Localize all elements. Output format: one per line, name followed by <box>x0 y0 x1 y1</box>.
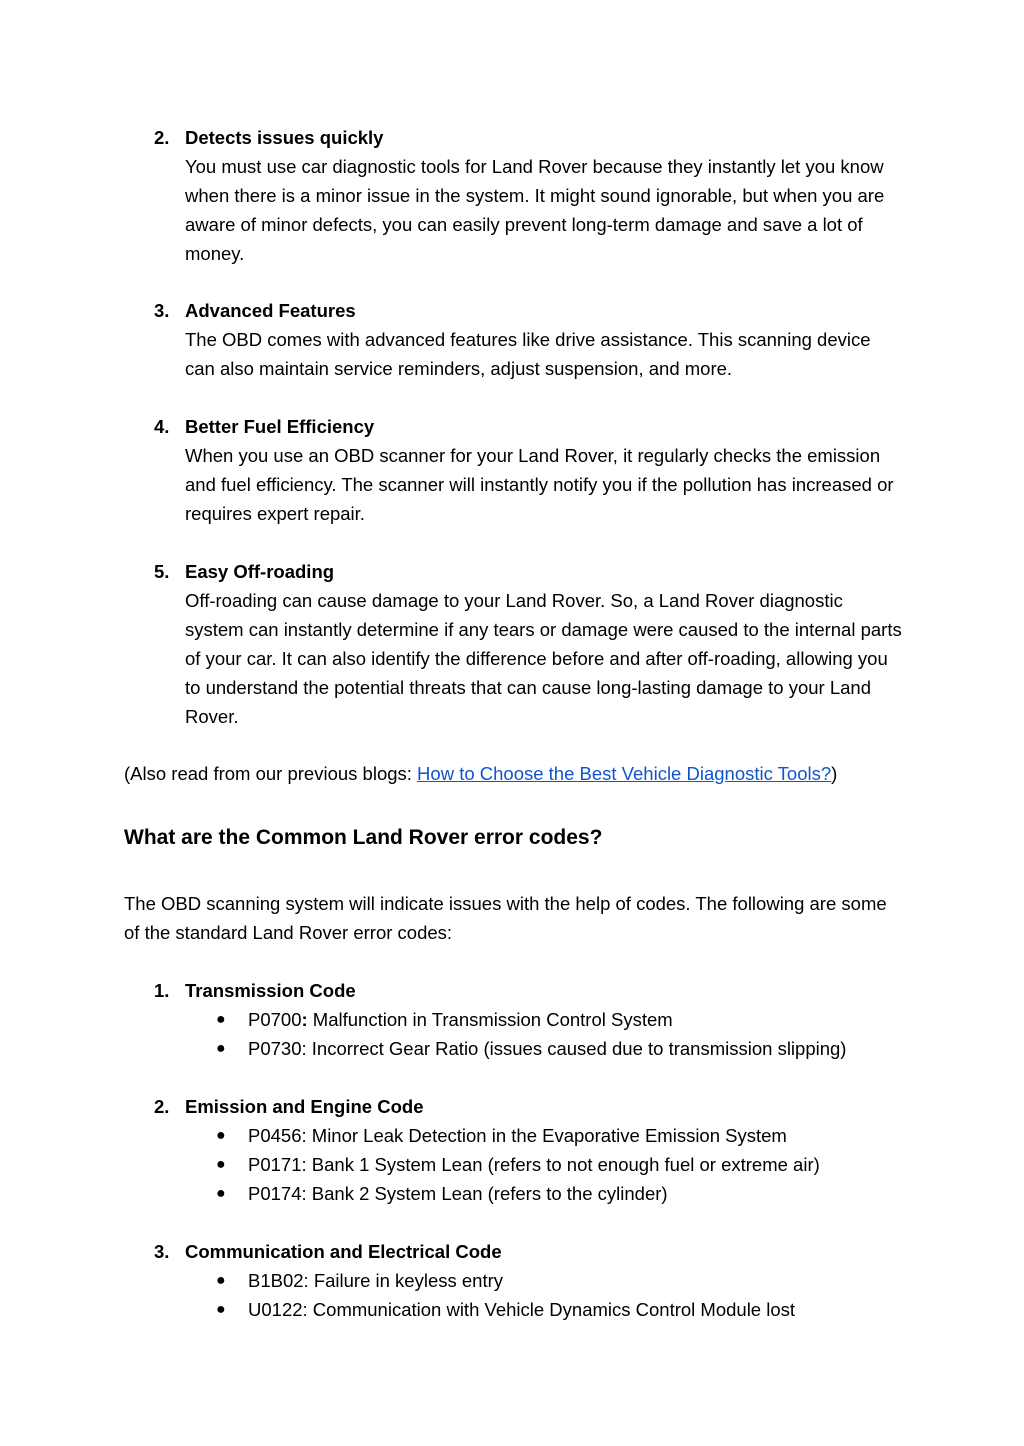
intro-paragraph: The OBD scanning system will indicate issues with the help of codes. The following are some of the standard Land Rover error codes: <box>124 893 887 943</box>
list-item-off-roading <box>124 557 914 731</box>
list-number: 5. <box>154 561 170 582</box>
code-item <box>216 1150 914 1179</box>
code-list <box>124 1005 914 1063</box>
code-separator: : <box>301 1183 307 1204</box>
code-value: U0122 <box>248 1299 303 1320</box>
list-item-detects-issues <box>124 123 914 268</box>
code-separator: : <box>302 1299 308 1320</box>
bullet-icon: ● <box>216 1156 226 1173</box>
list-number: 2. <box>154 1096 170 1117</box>
code-item <box>216 1005 914 1034</box>
list-item-body: You must use car diagnostic tools for Land Rover because they instantly let you know when there is a minor issue in the system. It might sound ignorable, but when you are aware of minor defects, you can easily prevent long-term damage and save a lot of money. <box>185 156 885 264</box>
code-list <box>124 1121 914 1208</box>
code-item <box>216 1121 914 1150</box>
code-value: P0700 <box>248 1009 302 1030</box>
bullet-icon: ● <box>216 1040 226 1057</box>
list-number: 1. <box>154 980 170 1001</box>
code-description: Malfunction in Transmission Control System <box>307 1009 673 1030</box>
bullet-icon: ● <box>216 1185 226 1202</box>
bullet-icon: ● <box>216 1272 226 1289</box>
code-group-emission-engine <box>124 1092 914 1208</box>
blog-link[interactable]: How to Choose the Best Vehicle Diagnostic Tools? <box>417 763 832 784</box>
also-read-paragraph <box>124 759 904 788</box>
code-value: B1B02 <box>248 1270 304 1291</box>
list-number: 3. <box>154 1241 170 1262</box>
list-item-body: Off-roading can cause damage to your Land Rover. So, a Land Rover diagnostic system can instantly determine if any tears or damage were caused to the internal parts of your car. It can also identify the difference before and after off-roading, allowing you to understand the potential threats that can cause long-lasting damage to your Land Rover. <box>185 590 902 727</box>
list-number: 2. <box>154 127 170 148</box>
bullet-icon: ● <box>216 1301 226 1318</box>
code-value: P0456 <box>248 1125 302 1146</box>
code-group-communication-electrical <box>124 1237 914 1324</box>
code-value: P0174 <box>248 1183 302 1204</box>
list-item-advanced-features <box>124 296 914 383</box>
also-read-prefix: (Also read from our previous blogs: <box>124 763 418 784</box>
list-item-fuel-efficiency <box>124 412 914 528</box>
list-item-title: Easy Off-roading <box>185 561 335 582</box>
code-separator: : <box>303 1270 309 1291</box>
code-separator: : <box>301 1125 307 1146</box>
bullet-icon: ● <box>216 1011 226 1028</box>
code-description: Communication with Vehicle Dynamics Control Module lost <box>307 1299 796 1320</box>
code-item <box>216 1179 914 1208</box>
code-description: Minor Leak Detection in the Evaporative Emission System <box>306 1125 787 1146</box>
code-description: Bank 1 System Lean (refers to not enough fuel or extreme air) <box>306 1154 820 1175</box>
also-read-suffix: ) <box>831 763 838 784</box>
bullet-icon: ● <box>216 1127 226 1144</box>
code-item <box>216 1034 914 1063</box>
code-description: Incorrect Gear Ratio (issues caused due to transmission slipping) <box>306 1038 847 1059</box>
code-description: Bank 2 System Lean (refers to the cylinder) <box>306 1183 668 1204</box>
code-description: Failure in keyless entry <box>308 1270 504 1291</box>
list-item-title: Detects issues quickly <box>185 127 384 148</box>
code-list <box>124 1266 914 1324</box>
list-number: 3. <box>154 300 170 321</box>
list-item-body: The OBD comes with advanced features like drive assistance. This scanning device can also maintain service reminders, adjust suspension, and more. <box>185 329 871 379</box>
code-group-transmission <box>124 976 914 1063</box>
code-group-title: Emission and Engine Code <box>185 1096 424 1117</box>
code-group-title: Communication and Electrical Code <box>185 1241 502 1262</box>
list-item-body: When you use an OBD scanner for your Land Rover, it regularly checks the emission and fuel efficiency. The scanner will instantly notify you if the pollution has increased or requires expert repair. <box>185 445 894 524</box>
code-separator: : <box>301 1009 308 1030</box>
code-separator: : <box>301 1038 307 1059</box>
list-item-title: Better Fuel Efficiency <box>185 416 375 437</box>
code-item <box>216 1295 914 1324</box>
code-value: P0730 <box>248 1038 302 1059</box>
list-item-title: Advanced Features <box>185 300 356 321</box>
section-heading: What are the Common Land Rover error codes? <box>124 826 603 849</box>
code-item <box>216 1266 914 1295</box>
list-number: 4. <box>154 416 170 437</box>
code-group-title: Transmission Code <box>185 980 356 1001</box>
code-value: P0171 <box>248 1154 302 1175</box>
code-separator: : <box>301 1154 307 1175</box>
